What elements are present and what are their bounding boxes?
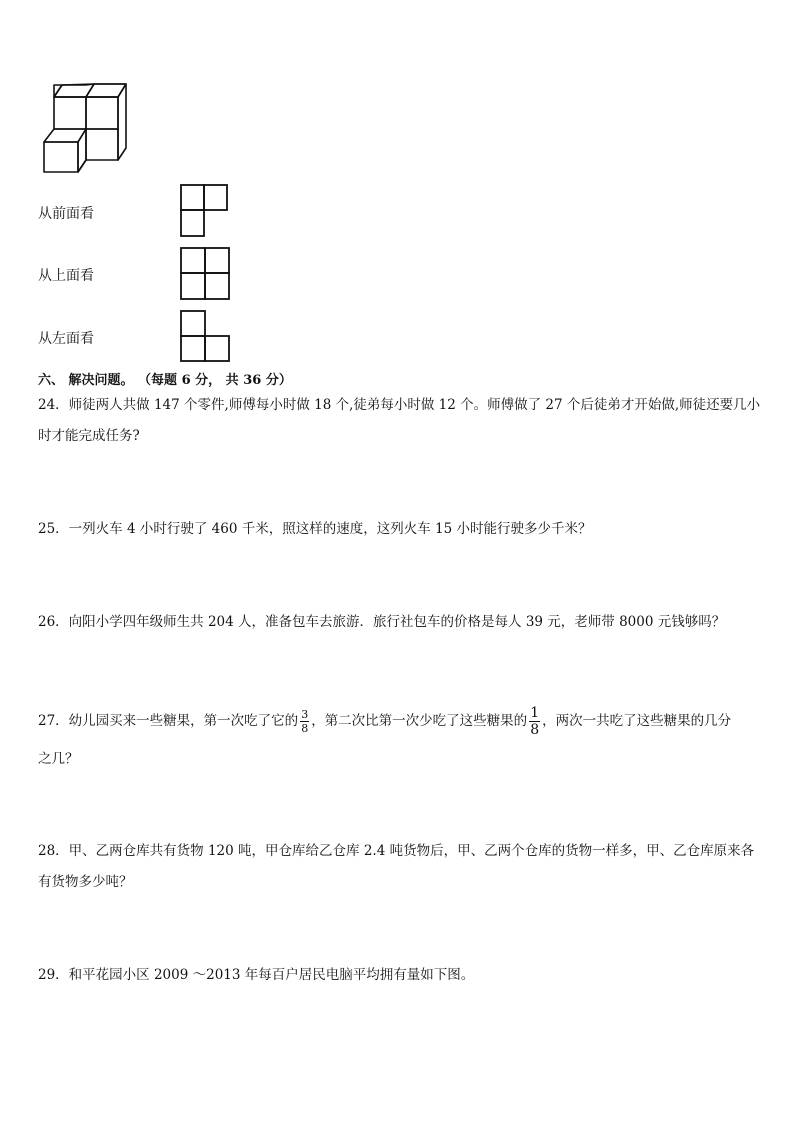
top-view-grid	[178, 246, 234, 302]
question-27-part2: ，第二次比第一次少吃了这些糖果的	[311, 713, 528, 729]
question-27-part3: ，两次一共吃了这些糖果的几分	[542, 713, 732, 729]
cube-stack-figure	[38, 80, 134, 174]
fraction-one-eighth	[529, 706, 540, 737]
section-title: 六、 解决问题。 （每题 6 分， 共 36 分）	[38, 373, 292, 388]
question-29: 29．和平花园小区 2009 ～2013 年每百户居民电脑平均拥有量如下图。	[38, 967, 475, 983]
fraction-1-numerator: 3	[301, 708, 309, 721]
front-view-grid	[178, 183, 230, 239]
fraction-2-denominator: 8	[530, 722, 540, 738]
fraction-2-numerator: 1	[530, 705, 540, 721]
question-25: 25．一列火车 4 小时行驶了 460 千米，照这样的速度，这列火车 15 小时能行驶多少千米？	[38, 521, 592, 537]
question-28-line2: 有货物多少吨？	[38, 874, 133, 890]
question-28-line1: 28．甲、乙两仓库共有货物 120 吨，甲仓库给乙仓库 2.4 吨货物后，甲、乙两个仓库的货物一样多，甲、乙仓库原来各	[38, 843, 755, 859]
fraction-1-denominator: 8	[301, 722, 309, 735]
top-view-label: 从上面看	[38, 268, 94, 284]
question-27-line1	[38, 706, 731, 737]
question-24-line2: 时才能完成任务?	[38, 428, 140, 444]
front-view-label: 从前面看	[38, 206, 94, 222]
question-26: 26．向阳小学四年级师生共 204 人，准备包车去旅游．旅行社包车的价格是每人 39 元，老师带 8000 元钱够吗？	[38, 614, 726, 630]
fraction-three-eighths	[300, 709, 309, 734]
left-view-label: 从左面看	[38, 331, 94, 347]
question-27-line2: 之几？	[38, 751, 79, 767]
question-24-line1: 24．师徒两人共做 147 个零件,师傅每小时做 18 个,徒弟每小时做 12 个。师傅做了 27 个后徒弟才开始做,师徒还要几小	[38, 397, 761, 413]
left-view-grid	[178, 309, 234, 365]
question-27-part1: 27．幼儿园买来一些糖果，第一次吃了它的	[38, 713, 299, 729]
